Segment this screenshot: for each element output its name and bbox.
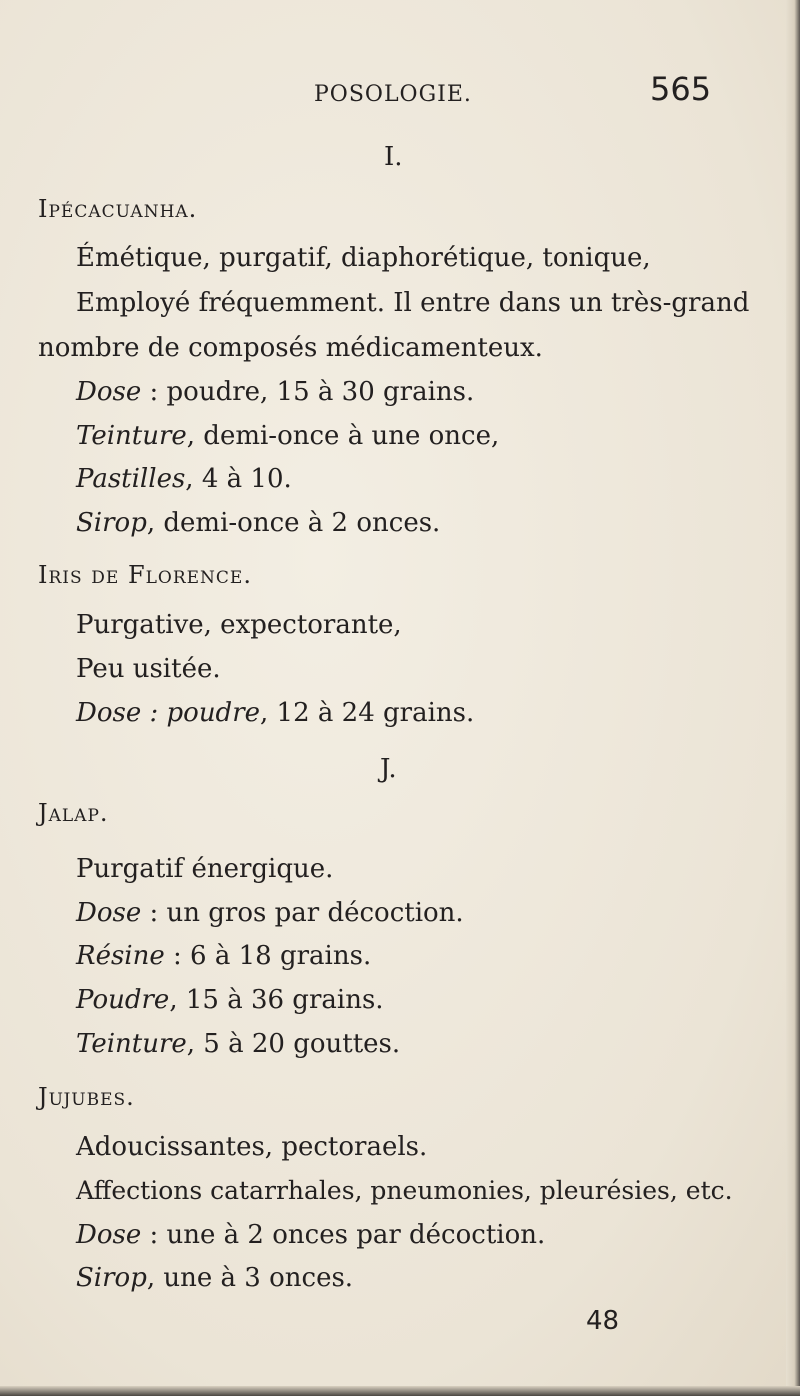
resine-label: Résine <box>76 941 165 971</box>
poudre-value: , 15 à 36 grains. <box>169 985 384 1015</box>
ipecacuanha-teinture <box>76 421 499 451</box>
teinture-value: , demi-once à une once, <box>186 421 500 451</box>
jalap-poudre <box>76 985 384 1015</box>
teinture-label: Teinture <box>76 1029 187 1059</box>
dose-label: Dose <box>76 377 142 407</box>
section-letter-i: I. <box>384 142 403 172</box>
jujubes-dose <box>76 1220 545 1250</box>
entry-title-ipecacuanha: Ipécacuanha. <box>38 195 198 223</box>
jalap-dose <box>76 898 464 928</box>
page-number: 565 <box>650 70 712 108</box>
jujubes-properties: Adoucissantes, pectoraels. <box>76 1132 428 1162</box>
ipecacuanha-pastilles <box>76 464 292 494</box>
entry-title-iris: Iris de Florence. <box>38 561 252 589</box>
jujubes-sirop <box>76 1263 353 1293</box>
entry-title-jujubes: Jujubes. <box>38 1083 135 1111</box>
ipecacuanha-dose <box>76 377 474 407</box>
entry-title-jalap: Jalap. <box>38 799 109 827</box>
sirop-value: , une à 3 onces. <box>146 1263 354 1293</box>
ipecacuanha-properties: Émétique, purgatif, diaphorétique, tonique, <box>76 243 651 273</box>
pastilles-value: , 4 à 10. <box>185 464 292 494</box>
ipecacuanha-usage: Employé fréquemment. Il entre dans un très-grand <box>76 288 750 318</box>
resine-value: : 6 à 18 grains. <box>164 941 372 971</box>
running-title: POSOLOGIE. <box>314 82 472 107</box>
ipecacuanha-sirop <box>76 508 440 538</box>
dose-label: Dose <box>76 1220 142 1250</box>
teinture-label: Teinture <box>76 421 187 451</box>
page-edge-right <box>786 0 800 1396</box>
jalap-teinture <box>76 1029 400 1059</box>
sirop-value: , demi-once à 2 onces. <box>146 508 441 538</box>
page-edge-bottom <box>0 1386 800 1396</box>
signature-mark: 48 <box>586 1306 620 1336</box>
dose-value: , 12 à 24 grains. <box>260 698 475 728</box>
ipecacuanha-usage-cont: nombre de composés médicamenteux. <box>38 333 543 363</box>
section-letter-j: J. <box>380 754 397 784</box>
dose-label: Dose <box>76 898 142 928</box>
poudre-label: Poudre <box>76 985 170 1015</box>
jalap-resine <box>76 941 371 971</box>
teinture-value: , 5 à 20 gouttes. <box>186 1029 401 1059</box>
iris-usage: Peu usitée. <box>76 654 221 684</box>
jujubes-indications: Affections catarrhales, pneumonies, pleurésies, etc. <box>76 1176 733 1205</box>
dose-value: : une à 2 onces par décoction. <box>141 1220 546 1250</box>
iris-properties: Purgative, expectorante, <box>76 610 402 640</box>
dose-value: : un gros par décoction. <box>141 898 464 928</box>
dose-value: : poudre, 15 à 30 grains. <box>141 377 475 407</box>
jalap-properties: Purgatif énergique. <box>76 854 334 884</box>
dose-label: Dose : poudre <box>76 698 261 728</box>
sirop-label: Sirop <box>76 508 147 538</box>
pastilles-label: Pastilles <box>76 464 186 494</box>
iris-dose <box>76 698 474 728</box>
sirop-label: Sirop <box>76 1263 147 1293</box>
